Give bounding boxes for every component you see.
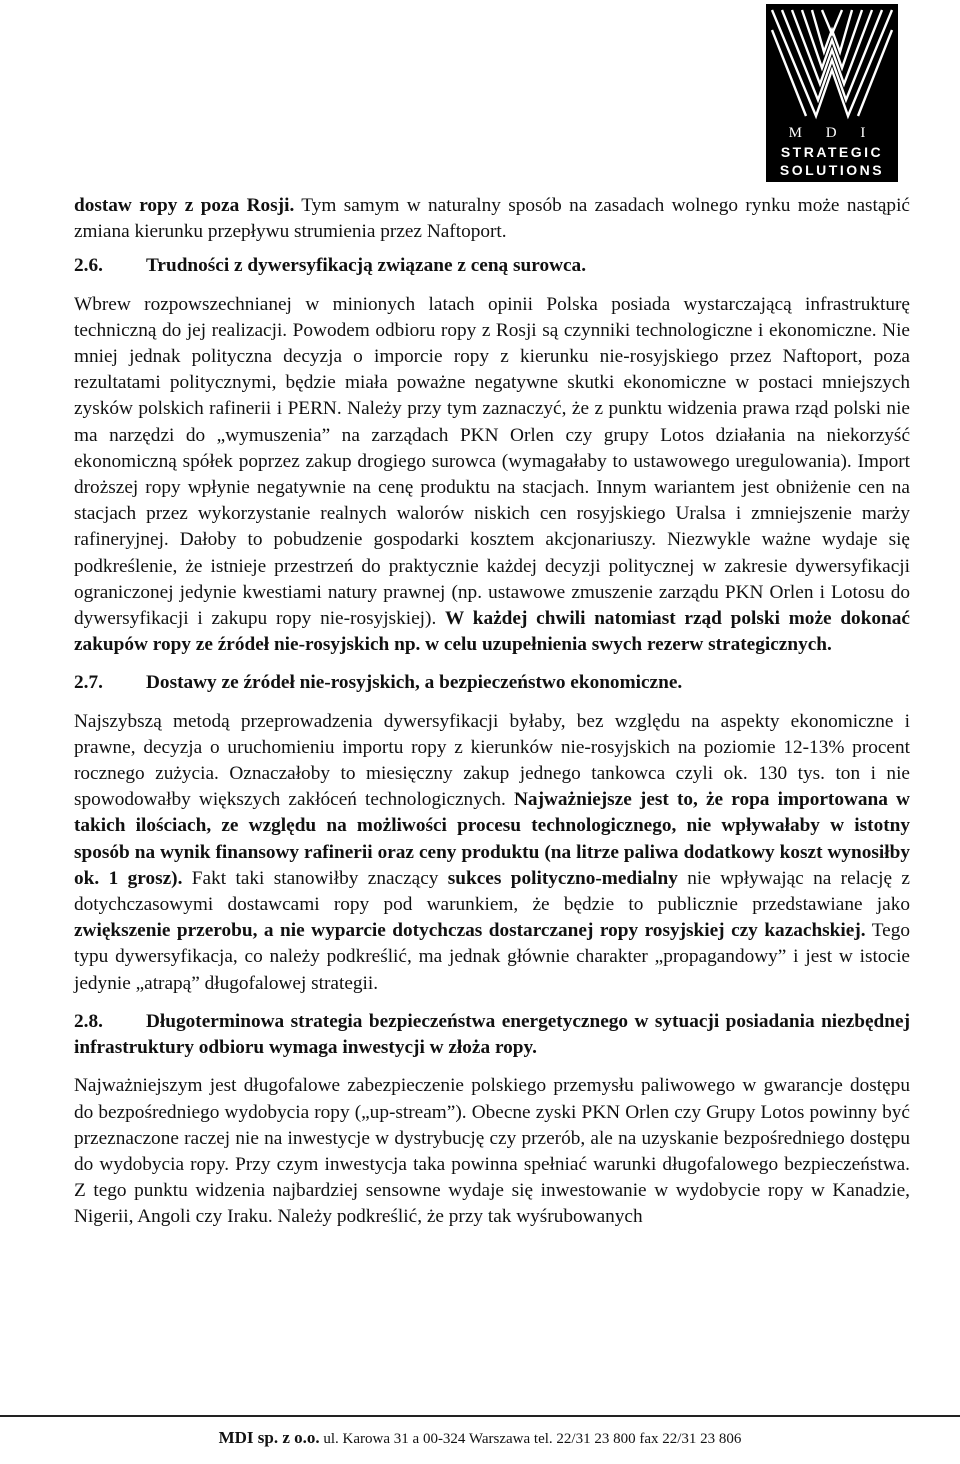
paragraph-bold: sukces polityczno-medialny — [447, 867, 678, 889]
mdi-logo — [766, 4, 898, 182]
section-title: Dostawy ze źródeł nie-rosyjskich, a bezpieczeństwo ekonomiczne. — [146, 672, 683, 694]
logo-text-mdi: M D I — [788, 125, 876, 141]
paragraph-bold: zwiększenie przerobu, a nie wyparcie dotychczas dostarczanej ropy rosyjskiej czy kazachskiej. — [74, 920, 866, 942]
paragraph-intro — [74, 193, 910, 245]
logo-text-solutions: SOLUTIONS — [779, 162, 885, 178]
footer-company: MDI sp. z o.o. — [218, 1428, 320, 1447]
page-footer — [0, 1428, 960, 1448]
paragraph-2-7 — [74, 709, 910, 997]
paragraph-text: nie wpływając na relację z dotychczasowymi dostawcami ropy pod warunkiem, że będzie to publicznie przedstawiane jako — [74, 867, 910, 916]
section-title: Długoterminowa strategia bezpieczeństwa energetycznego w sytuacji posiadania niezbędnej infrastruktury odbioru wymaga inwestycji w złoża ropy. — [74, 1010, 910, 1059]
section-number: 2.6. — [74, 255, 103, 277]
paragraph-2-6 — [74, 292, 910, 659]
footer-divider — [0, 1415, 960, 1417]
intro-text: Tym samym w naturalny sposób na zasadach wolnego rynku może nastąpić zmiana kierunku przepływu strumienia przez Naftoport. — [74, 195, 910, 243]
paragraph-text: Tego typu dywersyfikacja, co należy podkreślić, ma jednak głównie charakter „propagandowy” i jest w istocie jedynie „atrapą” długofalowej strategii. — [74, 920, 910, 994]
section-number: 2.8. — [74, 1010, 103, 1032]
paragraph-text: Fakt taki stanowiłby znaczący — [182, 867, 448, 889]
paragraph-2-8: Najważniejszym jest długofalowe zabezpieczenie polskiego przemysłu paliwowego w gwarancje dostępu do bezpośredniego wydobycia ropy („up-stream”). Obecne zyski PKN Orlen czy Grupy Lotos powinny być przeznaczone raczej nie na inwestycje w dystrybucję czy przerób, ale na uzyskanie bezpośredniego dostępu do wydobycia ropy. Przy czym inwestycja taka powinna spełniać warunki długofalowego bezpieczeństwa. Z tego punktu widzenia najbardziej sensowne wydaje się inwestowanie w wydobycie ropy w Kanadzie, Nigerii, Angoli czy Iraku. Należy podkreślić, że przy tak wyśrubowanych — [74, 1075, 910, 1228]
section-heading-2-6 — [74, 253, 910, 279]
section-heading-2-8 — [74, 1009, 910, 1061]
document-body — [74, 193, 910, 1243]
paragraph-text: Najszybszą metodą przeprowadzenia dywersyfikacji byłaby, bez względu na aspekty ekonomiczne i prawne, decyzja o uruchomieniu importu ropy z kierunków nie-rosyjskich na poziomie 12-13% procent rocznego zużycia. Oznaczałoby to miesięczny zakup jednego tankowca czyli ok. 130 tys. ton i nie spowodowałby większych zakłóceń technologicznych. — [74, 710, 910, 811]
footer-address: ul. Karowa 31 a 00-324 Warszawa tel. 22/31 23 800 fax 22/31 23 806 — [319, 1431, 742, 1447]
paragraph-bold: Najważniejsze jest to, że ropa importowana w takich ilościach, ze względu na możliwości procesu technologicznego, nie wpływałaby w istotny sposób na wynik finansowy rafinerii oraz ceny produktu (na litrze paliwa dodatkowy koszt wynosiłby ok. 1 grosz). — [74, 789, 910, 889]
paragraph-bold: W każdej chwili natomiast rząd polski może dokonać zakupów ropy ze źródeł nie-rosyjskich np. w celu uzupełnienia swych rezerw strategicznych. — [74, 608, 910, 656]
mdi-logo-mark — [766, 4, 898, 182]
paragraph-text: Wbrew rozpowszechnianej w minionych latach opinii Polska posiada wystarczającą infrastrukturę techniczną do jej realizacji. Powodem odbioru ropy z Rosji są czynniki technologiczne i ekonomiczne. Nie mniej jednak polityczna decyzja o imporcie ropy z kierunku nie-rosyjskiego przez Naftoport, poza rezultatami politycznymi, będzie miała poważne negatywne skutki ekonomiczne w postaci mniejszych zysków polskich rafinerii i PERN. Należy przy tym zaznaczyć, że z punktu widzenia prawa rząd polski nie ma narzędzi do „wymuszenia” na zarządach PKN Orlen czy grupy Lotos działania na niekorzyść ekonomiczną spółek poprzez zakup drogiego surowca (wymagałaby to ustawowego uregulowania). Import droższej ropy wpłynie negatywnie na cenę produktu na stacjach. Innym wariantem jest obniżenie cen na stacjach przez wykorzystanie realnych walorów niskich cen rosyjskiego Uralsa i zmniejszenie marży rafineryjnej. Dałoby to pobudzenie gospodarki kosztem akcjonariuszy. Niezwykle ważne wydaje się podkreślenie, że istnieje przestrzeń do praktycznie każdej decyzji politycznej w zakresie dywersyfikacji ograniczonej jedynie kwestiami natury prawnej (np. ustawowe zmuszenie zarządu PKN Orlen i Lotosu do dywersyfikacji i zakupu ropy nie-rosyjskiej). — [74, 293, 910, 630]
section-heading-2-7 — [74, 670, 910, 696]
intro-bold: dostaw ropy z poza Rosji. — [74, 195, 295, 216]
section-title: Trudności z dywersyfikacją związane z ceną surowca. — [146, 255, 587, 277]
logo-text-strategic: STRATEGIC — [780, 144, 884, 160]
section-number: 2.7. — [74, 672, 103, 694]
